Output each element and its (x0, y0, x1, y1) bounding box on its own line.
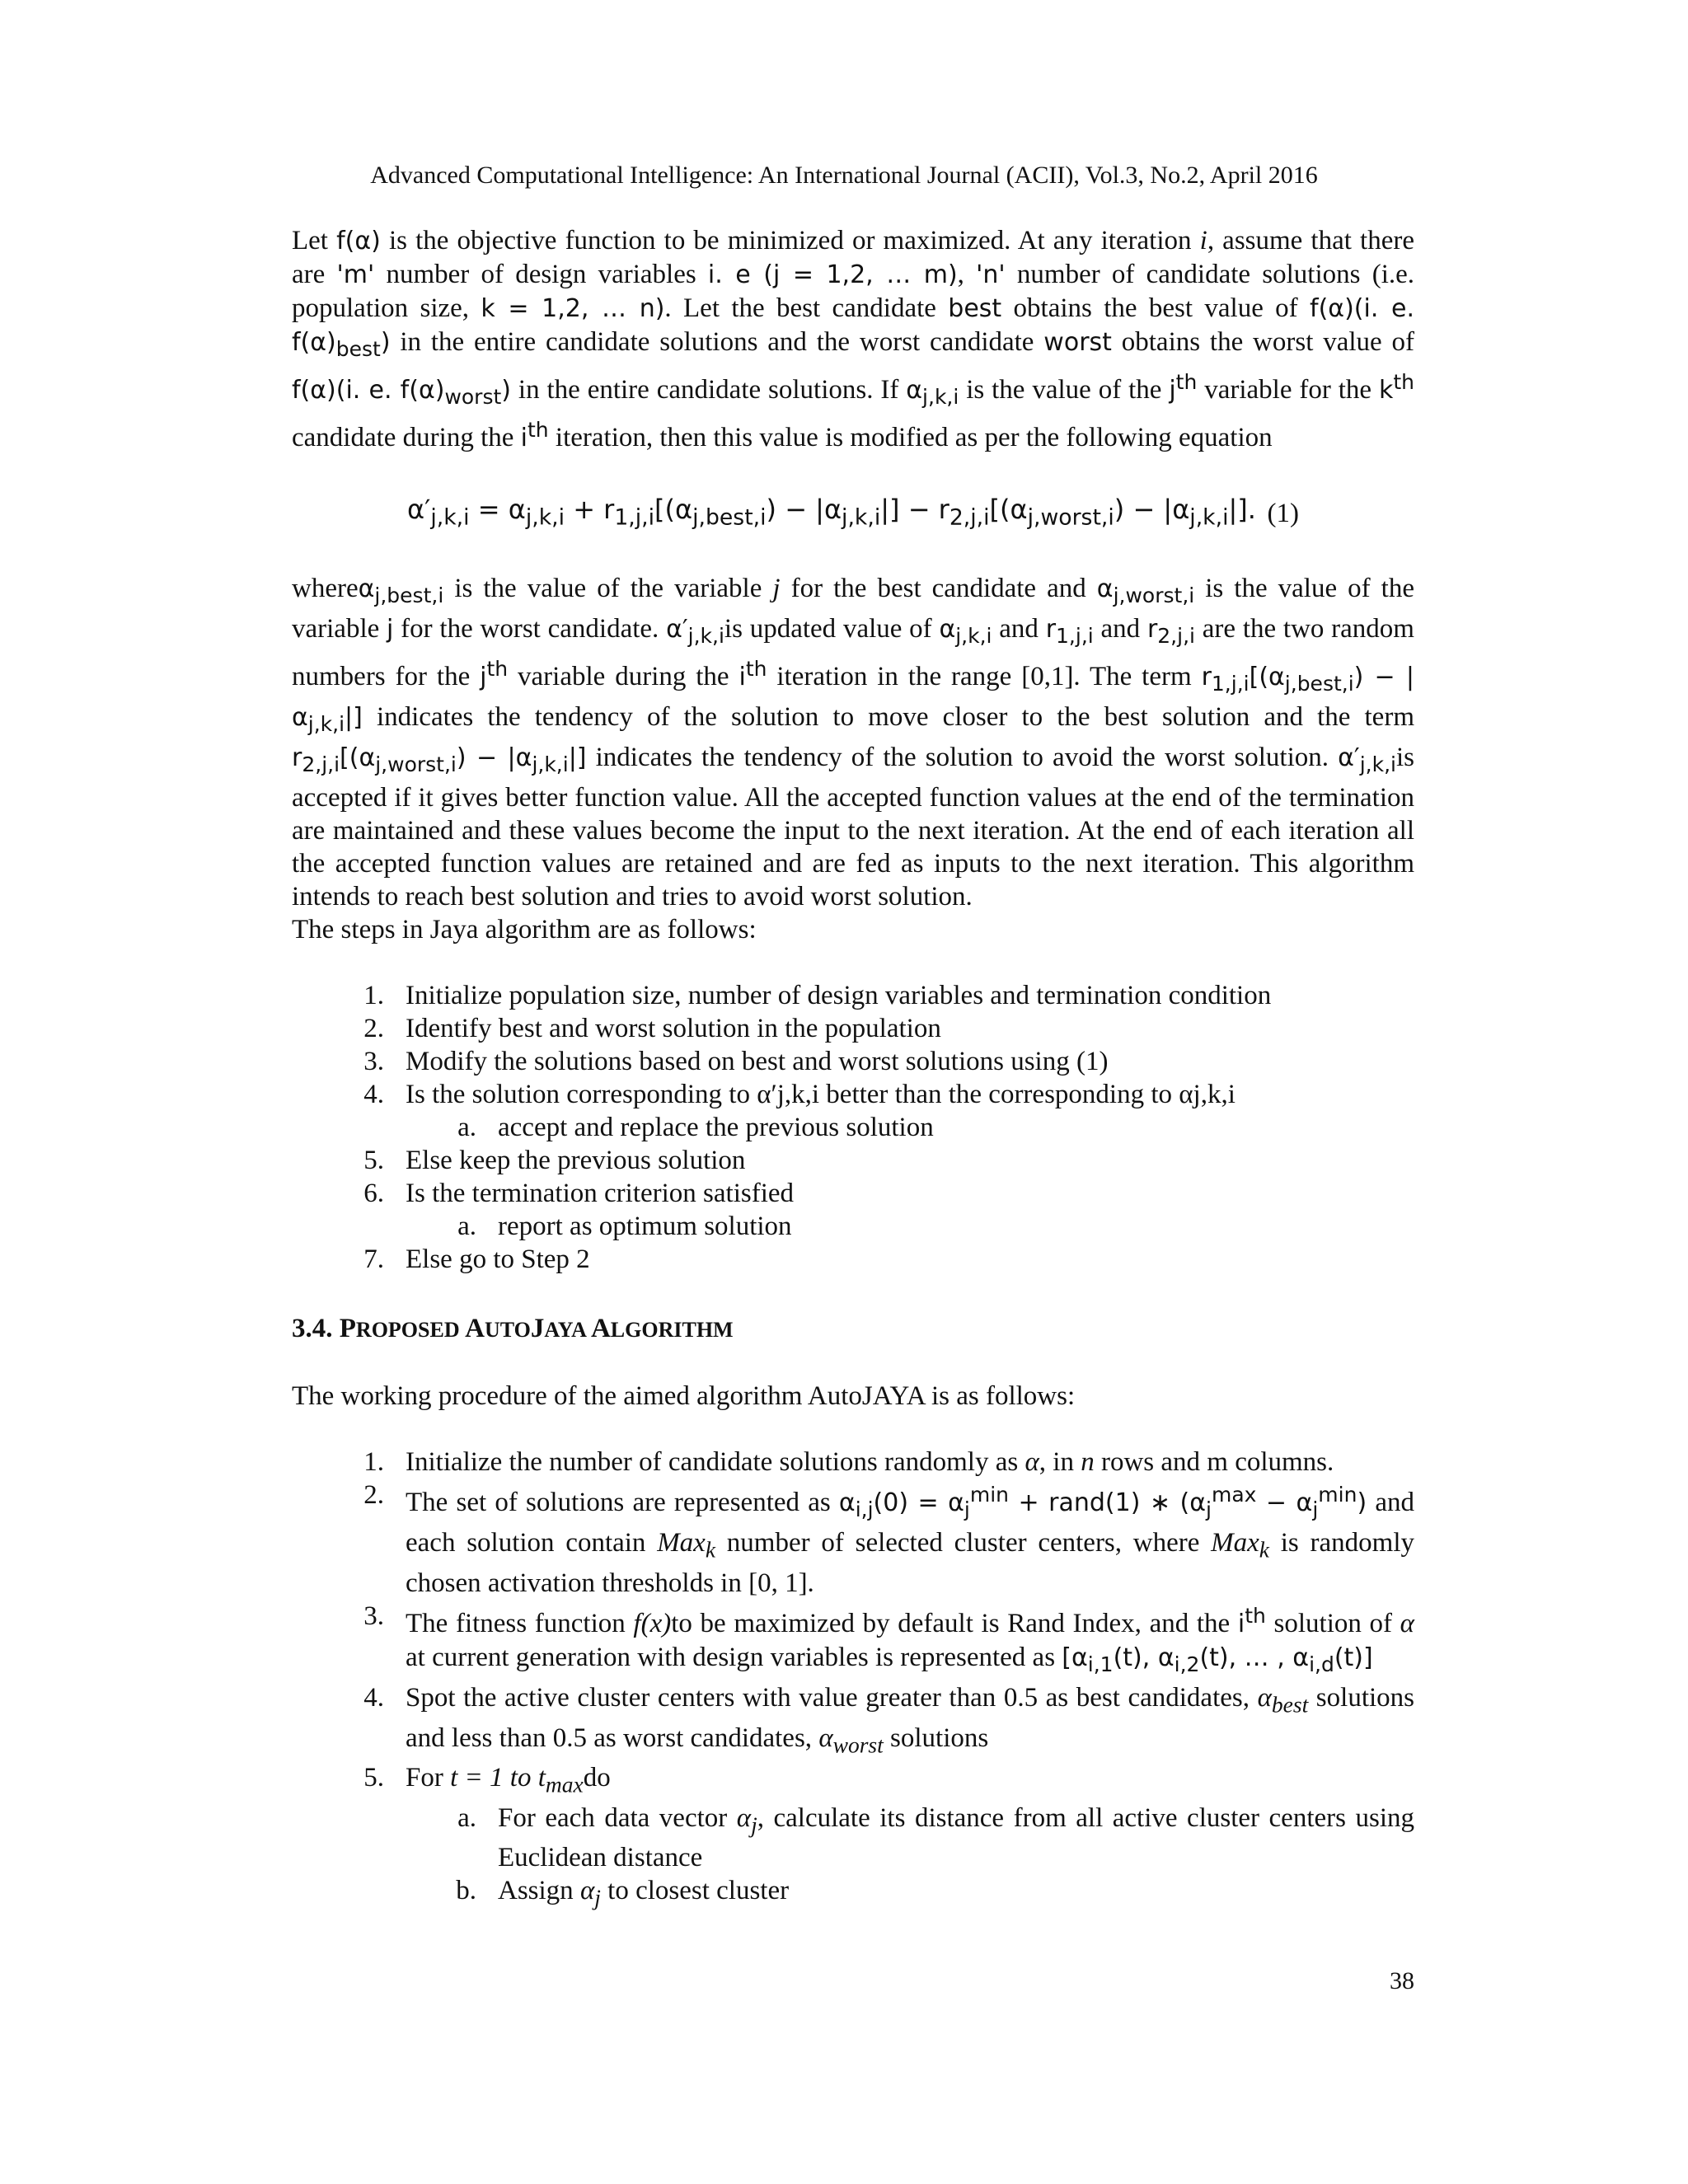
list-item: 3. The fitness function f(x)to be maximized by default is Rand Index, and the $i^{th}$ solution of α at current generation with design variables is represented as [$\alpha_{i,1}(t)$, $\alpha_{i,2}(t)$, … , $\alpha_{i,d}(t)$] (363, 1601, 1414, 1676)
autojaya-steps-list (292, 1446, 1414, 1915)
list-item: 7. Else go to Step 2 (363, 1244, 590, 1275)
journal-header: Advanced Computational Intelligence: An International Journal (ACII), Vol.3, No.2, April 2016 (370, 162, 1318, 189)
list-item: 1. Initialize the number of candidate solutions randomly as α, in n rows and m columns. (363, 1447, 1334, 1478)
jaya-steps-intro: The steps in Jaya algorithm are as follows: (292, 915, 757, 945)
list-subitem: a. For each data vector $\alpha_j$, calculate its distance from all active cluster centers using Euclidean distance (457, 1802, 1414, 1873)
page-number: 38 (1390, 1967, 1414, 1994)
paragraph-update-explanation: whereα$_{j,best,i}$ is the value of the variable j for the best candidate and $\alpha_{j,worst,i}$ is the value of the variable j for the worst candidate. $\alpha'_{j,k,i}is$ updated value of $\alpha_{j,k,i}$ and $r_{1,j,i}$ and $r_{2,j,i}$ are the two random numbers for the $j^{th}$ variable during the $i^{th}$ iteration in the range [0,1]. The term $r_{1,j,i}[(\alpha_{j,best,i}) - |\alpha_{j,k,i}|]$ indicates the tendency of the solution to move closer to the best solution and the term $r_{2,j,i}[(\alpha_{j,worst,i}) - |\alpha_{j,k,i}|]$ indicates the tendency of the solution to avoid the worst solution. $\alpha'_{j,k,i}is$ accepted if it gives better function value. All the accepted function values at the end of the termination are maintained and these values become the input to the next iteration. At the end of each iteration all the accepted function values are retained and are fed as inputs to the next iteration. This algorithm intends to reach best solution and tries to avoid worst solution. (292, 574, 1414, 912)
page-body (292, 224, 1414, 1915)
equation-number: (1) (1267, 499, 1299, 529)
list-item: 2. The set of solutions are represented as $\alpha_{i,j}(0) = \alpha_j^{min}$ + rand(1) ∗ $(\alpha_j^{max} - \alpha_j^{min})$ and each solution contain Max$_k$ number of selected cluster centers, where Max$_k$ is randomly chosen activation thresholds in [0, 1]. (363, 1480, 1415, 1598)
list-subitem: a. report as optimum solution (457, 1212, 792, 1242)
paragraph-objective-function: Let f(α) is the objective function to be minimized or maximized. At any iteration i, assume that there are 'm' number of design variables i. e (j = 1,2, … m), 'n' number of candidate solutions (i.e. population size, k = 1,2, … n). Let the best candidate best obtains the best value of f(α)(i. e. $f(\alpha)_{best}$) in the entire candidate solutions and the worst candidate worst obtains the worst value of f(α)(i. e. $f(\alpha)_{worst}$) in the entire candidate solutions. If $\alpha_{j,k,i}$ is the value of the $j^{th}$ variable for the $k^{th}$ candidate during the $i^{th}$ iteration, then this value is modified as per the following equation (292, 226, 1415, 452)
list-item: 1. Initialize population size, number of design variables and termination condition (363, 981, 1272, 1011)
list-subitem: a. accept and replace the previous solution (457, 1113, 934, 1143)
section-heading: 3.4. PROPOSED AUTOJAYA ALGORITHM (292, 1314, 734, 1344)
list-item: 3. Modify the solutions based on best and worst solutions using (1) (363, 1047, 1109, 1077)
list-item: 2. Identify best and worst solution in the population (363, 1014, 941, 1044)
list-subitem: b. Assign $\alpha_j$ to closest cluster (456, 1876, 790, 1910)
list-item: 5. For t = 1 to $t_{max}do$ (363, 1763, 611, 1797)
list-item: 5. Else keep the previous solution (363, 1146, 746, 1176)
list-item: 6. Is the termination criterion satisfied (363, 1179, 795, 1209)
autojaya-intro: The working procedure of the aimed algorithm AutoJAYA is as follows: (292, 1381, 1076, 1412)
jaya-steps-list (292, 979, 1414, 1276)
list-item: 4. Is the solution corresponding to α′j,k,i better than the corresponding to αj,k,i (363, 1080, 1236, 1110)
equation-expression: $\alpha'_{j,k,i} = \alpha_{j,k,i} + r_{1,j,i}[(\alpha_{j,best,i}) - |\alpha_{j,k,i}|] - r_{2,j,i}[(\alpha_{j,worst,i}) - |\alpha_{j,k,i}|]$. (407, 494, 1256, 531)
equation-1 (292, 493, 1414, 534)
list-item: 4. Spot the active cluster centers with value greater than 0.5 as best candidates, $\alpha_{best}$ solutions and less than 0.5 as worst candidates, $\alpha_{worst}$ solutions (363, 1682, 1414, 1758)
